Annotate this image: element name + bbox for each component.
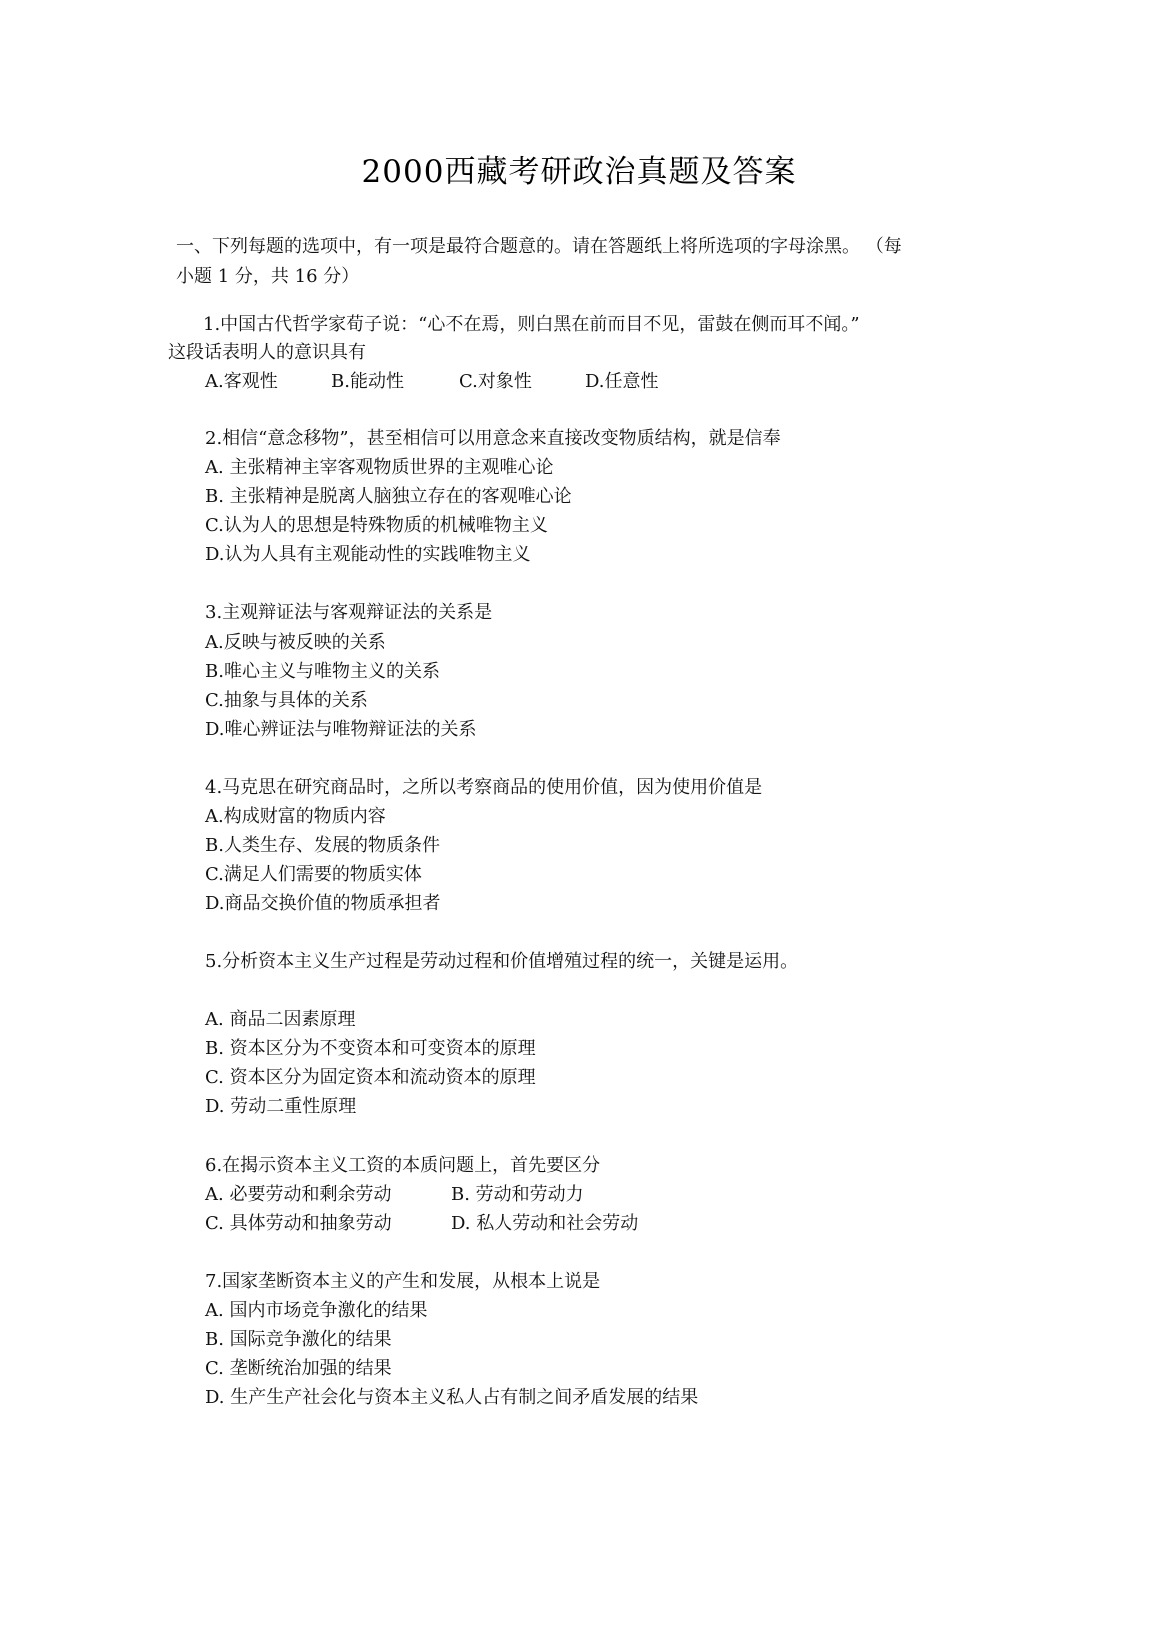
question-3-option-b: B.唯心主义与唯物主义的关系 <box>205 661 440 682</box>
question-3-option-c: C.抽象与具体的关系 <box>205 690 368 711</box>
question-2-stem: 2.相信“意念移物”，甚至相信可以用意念来直接改变物质结构，就是信奉 <box>205 428 781 449</box>
section-instruction <box>176 232 992 292</box>
question-6-option-d: D. 私人劳动和社会劳动 <box>451 1213 639 1234</box>
question-5-option-c: C. 资本区分为固定资本和流动资本的原理 <box>205 1067 536 1088</box>
question-1-stem-line-1: 1.中国古代哲学家荀子说：“心不在焉，则白黑在前而目不见，雷鼓在侧而耳不闻。” <box>203 314 860 335</box>
question-6-option-c: C. 具体劳动和抽象劳动 <box>205 1213 392 1234</box>
question-2-option-c: C.认为人的思想是特殊物质的机械唯物主义 <box>205 515 548 536</box>
question-5-option-a: A. 商品二因素原理 <box>205 1009 356 1030</box>
question-5-option-d: D. 劳动二重性原理 <box>205 1096 357 1117</box>
question-1-option-c: C.对象性 <box>459 371 532 392</box>
question-7-option-a: A. 国内市场竞争激化的结果 <box>205 1300 428 1321</box>
question-1-option-a: A.客观性 <box>205 371 278 392</box>
question-3-option-d: D.唯心辨证法与唯物辩证法的关系 <box>205 719 477 740</box>
question-4-option-a: A.构成财富的物质内容 <box>205 806 386 827</box>
question-3-stem: 3.主观辩证法与客观辩证法的关系是 <box>205 602 493 623</box>
question-1-stem-line-2: 这段话表明人的意识具有 <box>168 342 366 363</box>
instruction-line-1: 一、下列每题的选项中，有一项是最符合题意的。请在答题纸上将所选项的字母涂黑。 （每 <box>176 236 902 257</box>
question-1-option-b: B.能动性 <box>331 371 404 392</box>
question-6-stem: 6.在揭示资本主义工资的本质问题上，首先要区分 <box>205 1155 601 1176</box>
question-2-option-d: D.认为人具有主观能动性的实践唯物主义 <box>205 544 531 565</box>
question-3-option-a: A.反映与被反映的关系 <box>205 632 386 653</box>
question-4-option-d: D.商品交换价值的物质承担者 <box>205 893 441 914</box>
question-6-option-a: A. 必要劳动和剩余劳动 <box>205 1184 392 1205</box>
question-4-stem: 4.马克思在研究商品时，之所以考察商品的使用价值，因为使用价值是 <box>205 777 763 798</box>
question-5-stem: 5.分析资本主义生产过程是劳动过程和价值增殖过程的统一，关键是运用。 <box>205 951 799 972</box>
question-1-option-d: D.任意性 <box>585 371 659 392</box>
question-7-option-c: C. 垄断统治加强的结果 <box>205 1358 392 1379</box>
question-2-option-b: B. 主张精神是脱离人脑独立存在的客观唯心论 <box>205 486 572 507</box>
page-title: 2000西藏考研政治真题及答案 <box>361 154 797 190</box>
question-4-option-c: C.满足人们需要的物质实体 <box>205 864 422 885</box>
question-2-option-a: A. 主张精神主宰客观物质世界的主观唯心论 <box>205 457 554 478</box>
question-7-option-b: B. 国际竞争激化的结果 <box>205 1329 392 1350</box>
instruction-line-2: 小题 1 分，共 16 分） <box>176 266 360 287</box>
question-7-option-d: D. 生产生产社会化与资本主义私人占有制之间矛盾发展的结果 <box>205 1387 699 1408</box>
question-5-option-b: B. 资本区分为不变资本和可变资本的原理 <box>205 1038 536 1059</box>
question-6-option-b: B. 劳动和劳动力 <box>451 1184 584 1205</box>
question-7-stem: 7.国家垄断资本主义的产生和发展，从根本上说是 <box>205 1271 601 1292</box>
question-4-option-b: B.人类生存、发展的物质条件 <box>205 835 440 856</box>
